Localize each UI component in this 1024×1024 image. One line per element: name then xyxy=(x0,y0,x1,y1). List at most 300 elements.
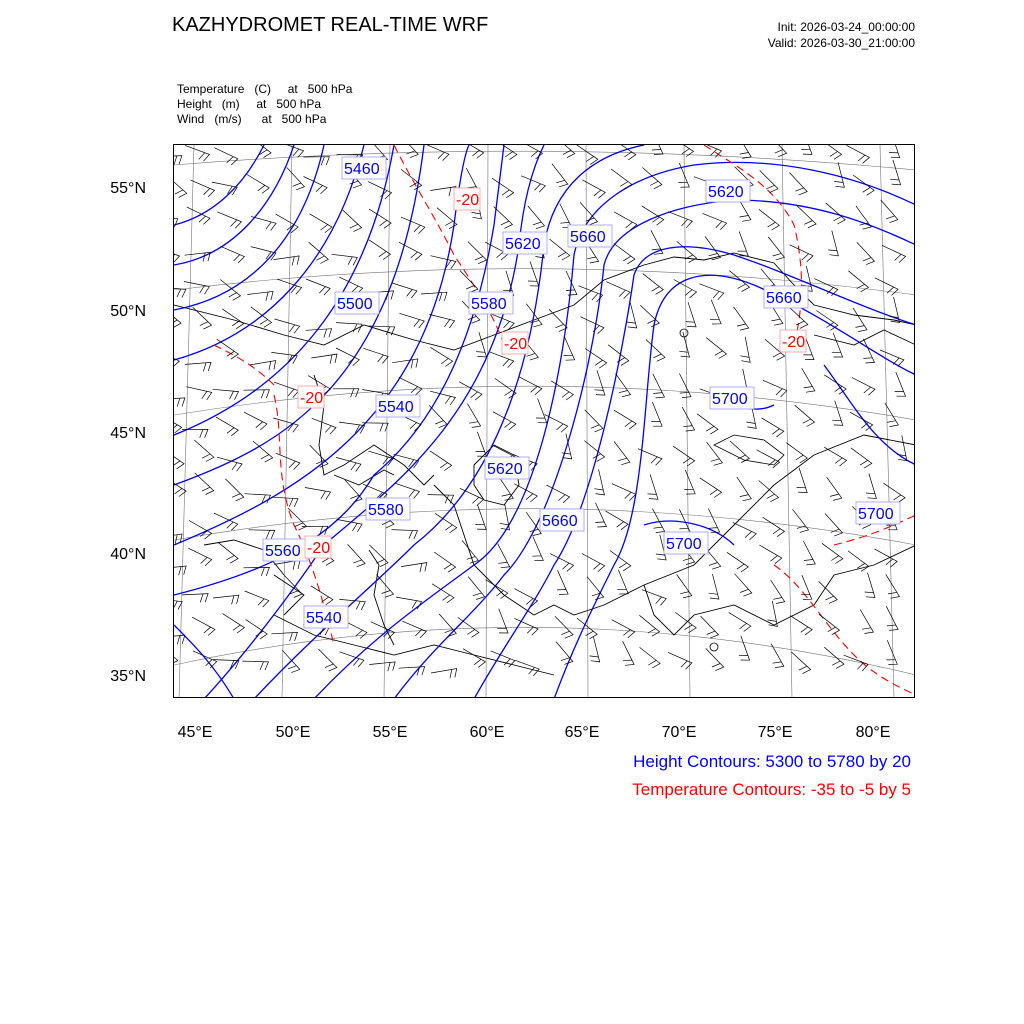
lat-label-55n: 55°N xyxy=(110,180,146,197)
wind-barb xyxy=(797,468,808,493)
wind-barb xyxy=(760,170,778,192)
wind-barb xyxy=(402,621,426,638)
wind-barb xyxy=(686,302,697,327)
wind-barb xyxy=(703,213,727,229)
lon-label-75e: 75°E xyxy=(757,724,793,741)
wind-barb xyxy=(881,200,898,223)
height-label: 5540 xyxy=(378,399,414,416)
wind-barb xyxy=(434,552,455,572)
wind-barb xyxy=(739,636,750,661)
wind-barb xyxy=(549,309,567,331)
wind-barb xyxy=(431,256,456,269)
wind-barb xyxy=(706,648,724,670)
wind-barb xyxy=(528,262,539,287)
wind-barb xyxy=(499,477,514,501)
wind-barb xyxy=(247,291,273,300)
wind-barb xyxy=(700,284,724,300)
wind-barb xyxy=(825,514,842,537)
wind-barb xyxy=(243,390,269,399)
height-label: 5620 xyxy=(708,184,744,201)
height-label: 5700 xyxy=(858,506,894,523)
wind-barb xyxy=(545,414,568,432)
wind-barb xyxy=(425,145,449,161)
wind-barb xyxy=(476,432,487,456)
wind-barb xyxy=(468,577,484,600)
wind-barb xyxy=(519,377,542,395)
wind-barb xyxy=(221,246,245,263)
wind-barb xyxy=(216,417,238,436)
wind-barb xyxy=(889,145,900,158)
wind-barb xyxy=(251,216,276,230)
wind-barb xyxy=(763,517,785,537)
height-label: 5700 xyxy=(712,391,748,408)
wind-barb xyxy=(249,530,275,539)
wind-barb xyxy=(459,382,482,400)
height-label: 5620 xyxy=(487,461,523,478)
wind-barb xyxy=(668,652,692,669)
wind-barb xyxy=(251,247,276,261)
wind-barb xyxy=(250,361,276,371)
wind-barb xyxy=(759,545,782,564)
wind-barb xyxy=(816,311,838,331)
wind-barb xyxy=(729,612,751,631)
wind-barb xyxy=(399,313,424,328)
wind-barb xyxy=(846,145,869,163)
wind-barb xyxy=(710,300,721,324)
wind-barb xyxy=(557,570,568,594)
wind-barb xyxy=(585,410,603,432)
wind-barb xyxy=(401,145,419,158)
wind-barb xyxy=(763,380,787,397)
height-label: 5660 xyxy=(766,290,802,307)
wind-barb xyxy=(392,359,418,369)
wind-barb xyxy=(648,474,659,499)
lat-label-40n: 40°N xyxy=(110,546,146,563)
lon-label-60e: 60°E xyxy=(469,724,505,741)
wind-barb xyxy=(738,232,749,256)
wind-barb xyxy=(182,594,208,603)
wind-barb xyxy=(495,145,517,160)
wind-barb xyxy=(319,649,337,671)
wind-barb xyxy=(890,160,901,185)
wind-barb xyxy=(642,590,666,606)
wind-barb xyxy=(486,580,508,599)
wind-barb xyxy=(306,329,332,338)
wind-barb xyxy=(174,449,184,469)
wind-barb xyxy=(614,442,630,465)
wind-barb xyxy=(733,522,757,539)
wind-barb xyxy=(310,214,332,233)
wind-barb xyxy=(737,477,751,501)
valid-time: Valid: 2026-03-30_21:00:00 xyxy=(767,36,915,50)
field-height-label: Height (m) at 500 hPa xyxy=(177,97,322,111)
wind-barb xyxy=(886,574,900,598)
wind-barb xyxy=(646,340,665,362)
wind-barb xyxy=(735,574,752,597)
wind-barb xyxy=(790,616,812,635)
wind-barb xyxy=(275,319,300,333)
wind-barb xyxy=(643,274,664,295)
wind-barb xyxy=(730,441,749,463)
wind-barb xyxy=(247,175,269,194)
wind-barb xyxy=(832,401,843,426)
lon-label-50e: 50°E xyxy=(275,724,311,741)
wind-barb xyxy=(362,423,388,432)
wind-barb xyxy=(306,279,330,295)
height-contours-legend: Height Contours: 5300 to 5780 by 20 xyxy=(633,752,911,771)
wind-barb xyxy=(832,333,843,357)
wind-barb xyxy=(493,412,516,430)
wind-barb xyxy=(617,570,628,594)
wind-barb xyxy=(218,542,238,563)
height-label: 5580 xyxy=(368,502,404,519)
wind-barb xyxy=(194,440,214,461)
wind-barb xyxy=(332,254,358,265)
temperature-label: -20 xyxy=(307,540,331,557)
wind-barb xyxy=(431,347,453,366)
wind-barb xyxy=(467,404,480,428)
temperature-contours-legend: Temperature Contours: -35 to -5 by 5 xyxy=(632,780,911,799)
wind-barb xyxy=(677,575,692,598)
lat-label-50n: 50°N xyxy=(110,303,146,320)
wind-barb xyxy=(880,350,904,366)
lat-label-45n: 45°N xyxy=(110,425,146,442)
wind-barb xyxy=(368,451,393,466)
height-label: 5660 xyxy=(542,513,578,530)
wind-barb xyxy=(274,256,300,266)
wind-barb xyxy=(820,145,841,159)
wind-barb xyxy=(652,145,663,155)
wind-barb xyxy=(174,247,180,263)
wind-barb xyxy=(895,372,906,396)
wind-barb xyxy=(421,292,447,301)
lon-label-55e: 55°E xyxy=(372,724,408,741)
wind-barb xyxy=(430,187,456,197)
wind-barb xyxy=(217,457,242,471)
wind-barb xyxy=(865,573,875,598)
wind-barb xyxy=(185,252,211,261)
wind-barb xyxy=(392,283,417,298)
wind-barb xyxy=(396,597,422,609)
wind-barb xyxy=(594,470,604,495)
wind-barb xyxy=(640,647,661,668)
wind-barb xyxy=(886,640,897,664)
wind-barb xyxy=(395,483,420,498)
wind-barb xyxy=(174,156,182,165)
field-wind-label: Wind (m/s) at 500 hPa xyxy=(177,112,327,126)
wind-barb xyxy=(188,548,211,566)
wind-barb xyxy=(576,145,598,164)
wind-barb xyxy=(684,470,695,494)
lat-label-35n: 35°N xyxy=(110,668,146,685)
wind-barb xyxy=(791,652,810,674)
wind-barb xyxy=(580,317,604,334)
wind-barb xyxy=(368,182,392,199)
wind-barb xyxy=(497,609,508,633)
wind-barb xyxy=(492,178,514,198)
wind-barb xyxy=(394,454,419,468)
wind-barb xyxy=(786,443,807,463)
wind-barb xyxy=(245,591,269,607)
wind-barb xyxy=(431,669,457,679)
wind-barb xyxy=(848,551,869,571)
wind-barb xyxy=(246,619,268,639)
wind-barb xyxy=(311,354,337,364)
wind-barb xyxy=(217,212,241,228)
wind-barb xyxy=(614,244,635,264)
wind-barb xyxy=(429,405,447,427)
wind-barb xyxy=(674,280,697,298)
wind-barb xyxy=(564,336,575,360)
wind-barb xyxy=(439,614,456,637)
wind-barb xyxy=(616,373,631,396)
wind-barb xyxy=(701,616,719,638)
wind-barb xyxy=(727,552,748,572)
wind-barb xyxy=(274,382,299,397)
wind-barb xyxy=(185,145,209,161)
wind-barb xyxy=(399,377,422,395)
wind-barb xyxy=(850,412,873,430)
wind-barb xyxy=(498,544,510,568)
wind-barb xyxy=(884,483,906,503)
wind-barb xyxy=(191,180,215,197)
wind-barb xyxy=(700,478,722,498)
field-temperature-label: Temperature (C) at 500 hPa xyxy=(177,82,353,96)
map-canvas xyxy=(174,145,915,698)
wind-barb xyxy=(305,488,331,500)
lon-label-80e: 80°E xyxy=(855,724,891,741)
wind-barb xyxy=(271,632,297,641)
wind-barb xyxy=(612,620,635,638)
wind-barb xyxy=(430,451,452,471)
wind-barb xyxy=(606,511,628,530)
wind-barb xyxy=(853,175,874,195)
wind-barb xyxy=(653,374,665,398)
wind-barb xyxy=(401,217,425,234)
wind-barb xyxy=(428,495,454,504)
wind-barb xyxy=(673,446,695,466)
wind-barb xyxy=(759,209,779,230)
wind-barb xyxy=(802,368,815,392)
wind-barb xyxy=(284,575,302,597)
wind-barb xyxy=(582,554,605,572)
wind-barb xyxy=(186,387,211,400)
height-label: 5700 xyxy=(666,536,702,553)
wind-barb xyxy=(243,661,269,670)
wind-barb xyxy=(623,641,635,665)
wind-barb xyxy=(174,566,186,575)
wind-barb xyxy=(273,418,298,432)
wind-barb xyxy=(790,245,814,262)
wind-barb xyxy=(874,549,897,567)
wind-barb xyxy=(560,204,572,228)
country-borders xyxy=(174,253,915,675)
wind-barb xyxy=(245,494,271,504)
wind-barb xyxy=(768,237,784,260)
height-label: 5500 xyxy=(337,296,373,313)
wind-barb xyxy=(364,348,389,363)
temperature-label: -20 xyxy=(456,192,480,209)
height-label: 5460 xyxy=(344,161,380,178)
wind-barb xyxy=(174,599,182,610)
init-time: Init: 2026-03-24_00:00:00 xyxy=(777,20,915,34)
wind-barb xyxy=(460,270,478,292)
wind-barb xyxy=(828,231,838,256)
temperature-label: -20 xyxy=(300,390,324,407)
height-label: 5620 xyxy=(505,236,541,253)
wind-barb xyxy=(244,412,267,430)
wind-barb xyxy=(272,497,298,507)
wind-barb xyxy=(866,474,877,499)
wind-barb xyxy=(184,282,210,295)
wind-barb xyxy=(192,617,215,635)
wind-barb xyxy=(476,332,486,357)
wind-barb xyxy=(709,574,719,599)
wind-barb xyxy=(174,635,185,644)
wind-barb xyxy=(789,173,807,195)
wind-barb xyxy=(612,484,636,501)
wind-barb xyxy=(223,614,245,633)
wind-barb xyxy=(468,242,487,264)
wind-barb xyxy=(803,541,815,565)
wind-barb xyxy=(771,580,785,604)
wind-barb xyxy=(369,240,391,260)
wind-barb xyxy=(310,445,328,467)
wind-barb xyxy=(590,637,600,662)
wind-barb xyxy=(822,543,843,563)
wind-barb xyxy=(212,182,237,195)
wind-barb xyxy=(679,374,691,398)
wind-barb xyxy=(734,307,749,330)
wind-barb xyxy=(495,378,516,398)
wind-barb xyxy=(555,616,573,638)
wind-barb xyxy=(769,145,787,157)
wind-barb xyxy=(462,540,478,563)
wind-barb xyxy=(852,378,875,396)
wind-barb xyxy=(550,554,573,572)
wind-barb xyxy=(729,271,749,292)
wind-barb xyxy=(851,448,872,468)
wind-barb xyxy=(550,239,570,260)
wind-barb xyxy=(337,519,363,531)
wind-barb xyxy=(587,577,603,600)
wind-barb xyxy=(336,457,361,471)
wind-barb xyxy=(795,405,815,426)
height-label: 5560 xyxy=(265,543,301,560)
wind-barb xyxy=(369,662,395,671)
wind-barb xyxy=(174,176,187,197)
wind-barb xyxy=(348,544,366,566)
wind-barb xyxy=(762,418,784,437)
wind-barb xyxy=(213,389,239,399)
wind-barb xyxy=(532,537,543,561)
height-label: 5660 xyxy=(570,229,606,246)
wind-barb xyxy=(556,642,573,665)
wind-barb xyxy=(399,667,425,676)
wind-barb xyxy=(697,414,718,434)
wind-barb xyxy=(738,145,751,158)
wind-barb xyxy=(528,206,545,229)
lon-label-65e: 65°E xyxy=(564,724,600,741)
wind-barb xyxy=(460,488,484,505)
wind-barb xyxy=(668,212,692,228)
wind-barb xyxy=(614,410,636,429)
wind-barb xyxy=(392,530,418,539)
wind-barb xyxy=(475,505,486,530)
wind-barb xyxy=(369,209,391,228)
wind-barb xyxy=(174,218,178,227)
map-title: KAZHYDROMET REAL-TIME WRF xyxy=(172,14,489,36)
temperature-label: -20 xyxy=(504,336,528,353)
wind-barb xyxy=(824,375,846,394)
wind-barb xyxy=(614,212,637,230)
wind-barb xyxy=(336,348,359,366)
lon-label-70e: 70°E xyxy=(661,724,697,741)
wind-barb xyxy=(797,206,816,228)
wind-barb xyxy=(856,206,871,229)
wind-barb xyxy=(536,399,547,423)
wind-barb xyxy=(857,242,875,264)
wind-barb xyxy=(304,177,328,194)
wind-barb xyxy=(401,563,427,573)
wind-barb xyxy=(595,503,606,527)
wind-barb xyxy=(276,453,300,469)
wind-barb xyxy=(174,414,182,433)
wind-barb xyxy=(213,595,239,604)
wind-barb xyxy=(611,169,632,189)
wind-barb xyxy=(185,362,211,371)
height-label: 5540 xyxy=(306,610,342,627)
wind-barb xyxy=(882,245,906,262)
wind-barb xyxy=(214,148,238,165)
wind-barb xyxy=(343,210,362,232)
temperature-label: -20 xyxy=(782,334,806,351)
wind-barb xyxy=(651,402,662,426)
wind-barb xyxy=(801,145,812,154)
wind-barb xyxy=(824,647,844,668)
wind-barb xyxy=(429,314,454,328)
wind-barb xyxy=(740,337,750,363)
wind-barb xyxy=(834,162,844,187)
wind-barb xyxy=(174,398,185,407)
wind-barb xyxy=(371,622,395,639)
height-label: 5580 xyxy=(471,296,507,313)
wind-barb xyxy=(827,477,842,500)
wind-barb xyxy=(463,649,485,668)
wind-barb xyxy=(521,176,545,192)
wind-barb xyxy=(458,617,479,637)
wind-barb xyxy=(566,271,577,295)
wind-barb xyxy=(174,643,178,665)
wind-barb xyxy=(793,509,809,532)
wind-barb xyxy=(682,407,694,431)
wind-barb xyxy=(606,282,630,299)
wind-barb xyxy=(222,309,243,329)
wind-barb xyxy=(552,164,568,187)
wind-barb xyxy=(311,586,333,605)
wind-barb xyxy=(312,418,336,434)
lon-label-45e: 45°E xyxy=(177,724,213,741)
wind-barb xyxy=(287,168,305,190)
wind-barb xyxy=(225,479,243,501)
wind-barb xyxy=(303,157,329,166)
wind-barb xyxy=(853,308,867,332)
wind-barb xyxy=(579,286,603,302)
wind-barb xyxy=(594,370,605,395)
map-panel xyxy=(173,144,915,698)
wind-barb xyxy=(757,450,780,468)
wind-barb xyxy=(860,610,873,634)
